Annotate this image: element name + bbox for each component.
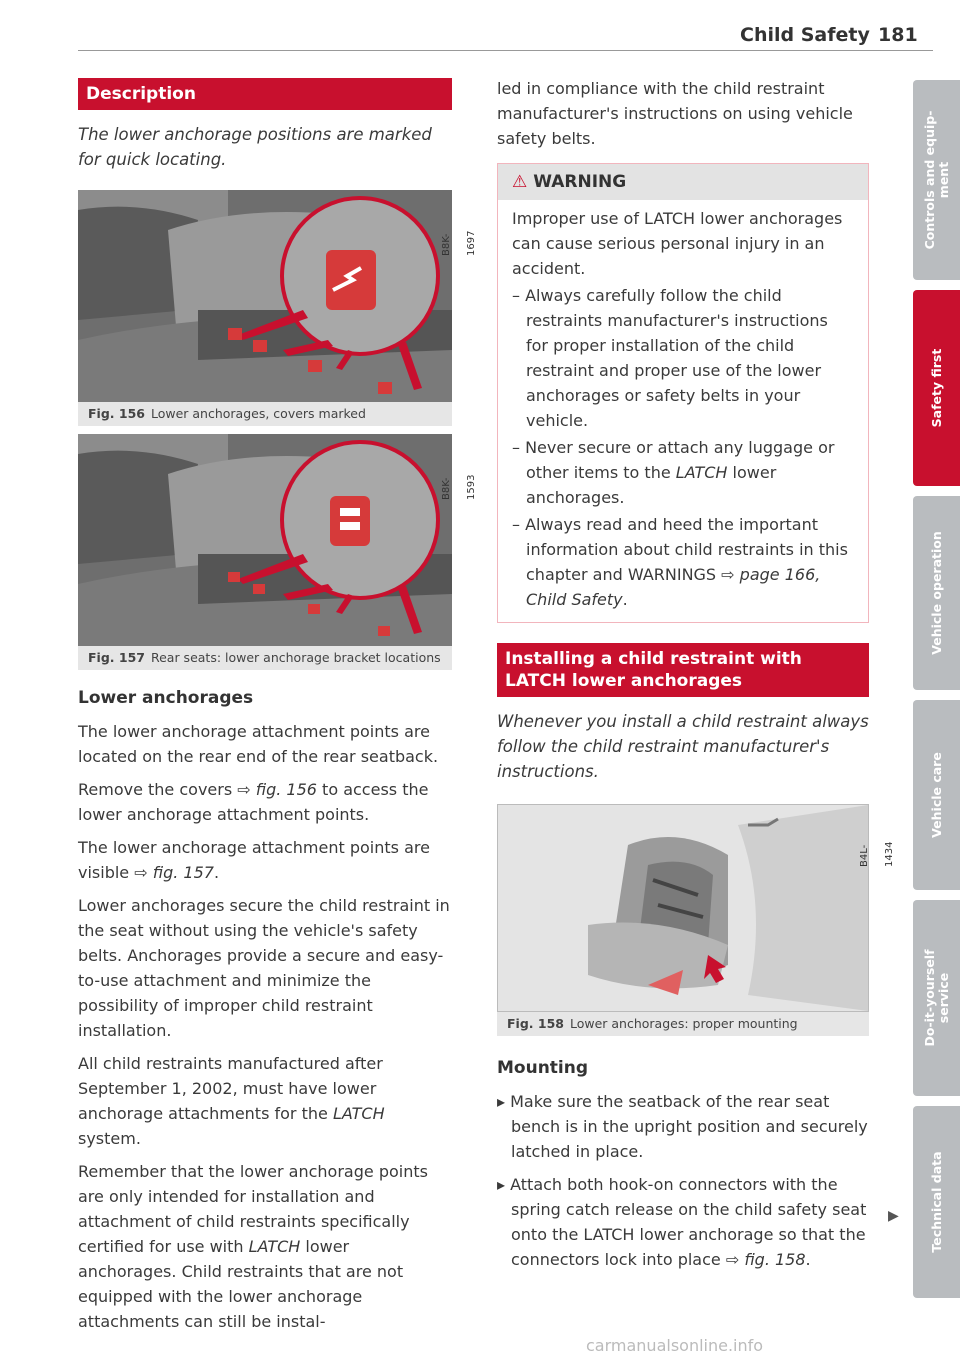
figure-158-image [497, 804, 895, 1012]
figure-156-caption [78, 402, 452, 426]
continued-arrow-icon: ▶ [888, 1208, 899, 1224]
figure-158-code: B4L-1434 [859, 841, 895, 867]
warning-intro: Improper use of LATCH lower anchorages can cause serious personal injury in an accident. [512, 209, 843, 278]
p6-text-a: Remember that the lower anchorage points are only intended for installation and attachment of child restraints specifically certified for use with [78, 1162, 428, 1256]
figure-158 [497, 804, 895, 1036]
page-166-ref[interactable]: ⇨ page 166, Child Safety [526, 565, 821, 609]
paragraph-5 [78, 1051, 452, 1151]
tab-do-it-yourself-service[interactable] [913, 900, 960, 1096]
mounting-step-1: ▸ Make sure the seatback of the rear seat bench is in the upright position and securely latched in place. [497, 1092, 868, 1161]
warning-body [498, 200, 868, 622]
install-lead: Whenever you install a child restraint always follow the child restraint manufacturer's instructions. [497, 712, 869, 781]
description-lead: The lower anchorage positions are marked for quick locating. [78, 125, 432, 169]
p2-text-b: to access the lower anchorage attachment points. [78, 780, 429, 824]
paragraph-4: Lower anchorages secure the child restraint in the seat without using the vehicle's safety belts. Anchorages provide a secure and easy-to-use attachment and minimize the possibility of improper child restraint installation. [78, 896, 450, 1040]
child-seat-illustration [498, 805, 868, 1011]
b2-text-b: . [805, 1250, 811, 1269]
page-number: 181 [878, 24, 918, 46]
rear-seat-illustration [78, 190, 452, 402]
tab-controls-and-equipment[interactable] [913, 80, 960, 280]
rear-seat-bracket-illustration [78, 434, 452, 646]
figure-158-caption-text: Lower anchorages: proper mounting [569, 1016, 798, 1031]
paragraph-3 [78, 835, 452, 885]
mounting-step-2 [497, 1172, 869, 1272]
tab-label: Controls and equip- ment [921, 110, 951, 250]
w2-text-a: – Never secure or attach any luggage or other items to the [512, 438, 835, 482]
warning-item-1: – Always carefully follow the child restraints manufacturer's instructions for proper installation of the child restraint and proper use of the lower anchorages or safety belts in your vehicle. [512, 286, 828, 430]
warning-triangle-icon: ⚠ [512, 172, 528, 192]
install-heading: Installing a child restraint with LATCH lower anchorages [497, 643, 869, 697]
w3-text-a: – Always read and heed the important information about child restraints in this chapter and WARNINGS [512, 515, 848, 584]
tab-vehicle-operation[interactable] [913, 496, 960, 690]
paragraph-2 [78, 777, 452, 827]
figure-158-caption [497, 1012, 869, 1036]
warning-item-3 [512, 512, 854, 612]
fig-158-ref[interactable]: ⇨ fig. 158 [725, 1250, 806, 1269]
fig-157-ref[interactable]: ⇨ fig. 157 [134, 863, 214, 882]
p5-text-a: All child restraints manufactured after September 1, 2002, must have lower anchorage attachments for the [78, 1054, 383, 1123]
tab-label: Safety first [928, 348, 944, 428]
left-column [78, 78, 477, 1342]
warning-box [497, 163, 869, 623]
paragraph-6 [78, 1159, 452, 1334]
warning-header [498, 164, 868, 200]
figure-158-number: Fig. 158 [507, 1016, 564, 1031]
right-column [497, 76, 895, 1280]
tab-label: Vehicle operation [928, 531, 944, 655]
mounting-heading: Mounting [497, 1058, 589, 1078]
p6-latch: LATCH [248, 1237, 301, 1256]
figure-156-image [78, 190, 477, 402]
w3-text-b: . [622, 590, 628, 609]
tab-vehicle-care[interactable] [913, 700, 960, 890]
figure-157-image [78, 434, 477, 646]
p5-text-b: system. [78, 1129, 141, 1148]
warning-title: WARNING [533, 172, 627, 192]
b2-text-a: ▸ Attach both hook-on connectors with the spring catch release on the child safety seat onto the LATCH lower anchorage so that the connectors lock into place [497, 1175, 867, 1269]
figure-156-caption-text: Lower anchorages, covers marked [150, 406, 366, 421]
tab-technical-data[interactable] [913, 1106, 960, 1298]
fig-156-ref[interactable]: ⇨ fig. 156 [237, 780, 317, 799]
figure-156-code: B8K-1697 [441, 230, 477, 256]
figure-157-caption-text: Rear seats: lower anchorage bracket locations [150, 650, 441, 665]
warning-item-2 [512, 435, 854, 510]
figure-157-number: Fig. 157 [88, 650, 145, 665]
w2-text-b: lower anchorages. [526, 463, 777, 507]
tab-label: Do-it-yourself service [921, 949, 951, 1047]
p3-text-b: . [213, 863, 220, 882]
paragraph-1: The lower anchorage attachment points are located on the rear end of the rear seatback. [78, 722, 439, 766]
header-rule [78, 50, 933, 51]
p6-text-b: lower anchorages. Child restraints that are not equipped with the lower anchorage attachments can still be instal- [78, 1237, 404, 1331]
figure-156-number: Fig. 156 [88, 406, 145, 421]
lower-anchorages-heading: Lower anchorages [78, 688, 254, 708]
p2-text-a: Remove the covers [78, 780, 238, 799]
figure-156 [78, 190, 477, 426]
p5-latch: LATCH [332, 1104, 385, 1123]
description-heading: Description [78, 78, 452, 110]
continued-paragraph: led in compliance with the child restraint manufacturer's instructions on using vehicle safety belts. [497, 79, 853, 148]
tab-safety-first[interactable] [913, 290, 960, 486]
running-header-title: Child Safety [740, 24, 870, 46]
figure-157-caption [78, 646, 452, 670]
figure-157-code: B8K-1593 [441, 474, 477, 500]
tab-label: Vehicle care [928, 752, 944, 838]
w2-latch: LATCH [675, 463, 728, 482]
figure-157 [78, 434, 477, 670]
p3-text-a: The lower anchorage attachment points are visible [78, 838, 430, 882]
watermark: carmanualsonline.info [586, 1336, 764, 1355]
tab-label: Technical data [928, 1151, 944, 1253]
